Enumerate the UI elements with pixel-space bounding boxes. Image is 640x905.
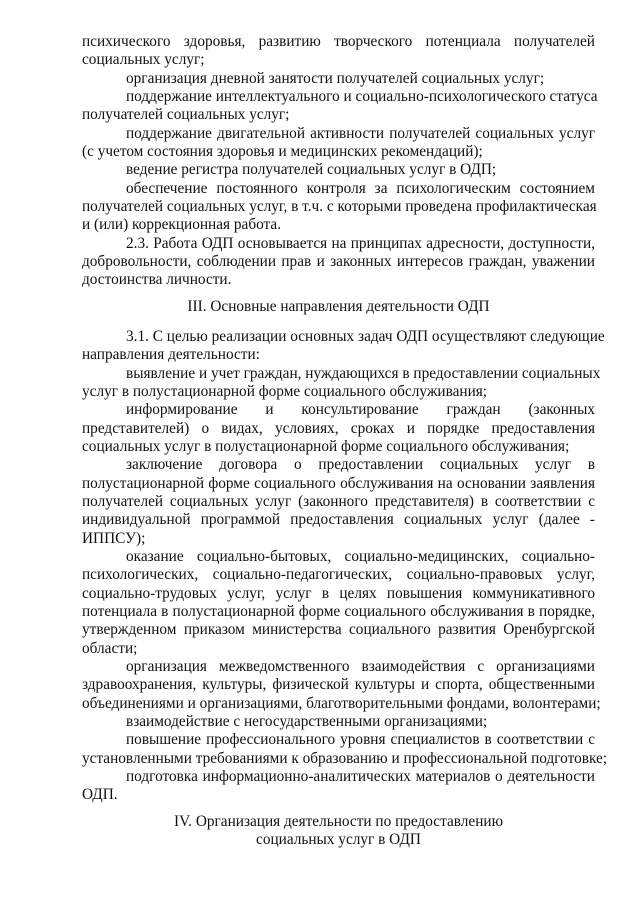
text-line: потенциала в полустационарной форме социального обслуживания в порядке, (82, 603, 595, 620)
text-line: направления деятельности: (82, 346, 260, 363)
text-line: социально-трудовых услуг, услуг в целях повышения коммуникативного (82, 585, 595, 602)
text-line: и (или) коррекционная работа. (82, 216, 282, 233)
text-line: установленными требованиями к образованию и профессиональной подготовке; (82, 750, 608, 767)
text-line: психологических, социально-педагогических, социально-правовых услуг, (82, 566, 595, 583)
text-line: социальных услуг в полустационарной форме социального обслуживания; (82, 438, 570, 455)
text-line: объединениями и организациями, благотворительными фондами, волонтерами; (82, 695, 601, 712)
section-heading-line: IV. Организация деятельности по предоставлению (174, 813, 503, 830)
text-line: 3.1. С целью реализации основных задач ОДП осуществляют следующие (126, 328, 605, 345)
text-line: социальных услуг; (82, 51, 205, 68)
text-line: здравоохранения, культуры, физической культуры и спорта, общественными (82, 676, 595, 693)
section-heading-line: III. Основные направления деятельности ОДП (187, 298, 490, 315)
text-line: (с учетом состояния здоровья и медицинских рекомендаций); (82, 143, 483, 160)
text-line: повышение профессионального уровня специалистов в соответствии с (126, 731, 595, 748)
text-line: выявление и учет граждан, нуждающихся в предоставлении социальных (126, 365, 601, 382)
text-line: оказание социально-бытовых, социально-медицинских, социально- (126, 548, 595, 565)
text-line: подготовка информационно-аналитических материалов о деятельности (126, 768, 595, 785)
text-line: организация межведомственного взаимодействия с организациями (126, 658, 595, 675)
text-line: получателей социальных услуг, в т.ч. с которыми проведена профилактическая (82, 198, 597, 215)
text-line: утвержденном приказом министерства социального развития Оренбургской (82, 621, 595, 638)
text-line: поддержание интеллектуального и социально-психологического статуса (126, 88, 598, 105)
text-line: представителей) о видах, условиях, сроках и порядке предоставления (82, 420, 595, 437)
text-line: области; (82, 640, 138, 657)
text-line: 2.3. Работа ОДП основывается на принципах адресности, доступности, (126, 235, 595, 252)
text-line: полустационарной форме социального обслуживания на основании заявления (82, 475, 595, 492)
text-line: индивидуальной программой предоставления социальных услуг (далее - (82, 511, 595, 528)
text-line: достоинства личности. (82, 271, 232, 288)
text-line: добровольности, соблюдении прав и законных интересов граждан, уважении (82, 253, 595, 270)
section-heading-line: социальных услуг в ОДП (256, 831, 421, 848)
text-line: ИППСУ); (82, 530, 146, 547)
text-line: услуг в полустационарной форме социального обслуживания; (82, 383, 488, 400)
text-line: заключение договора о предоставлении социальных услуг в (126, 456, 595, 473)
text-line: психического здоровья, развитию творческого потенциала получателей (82, 33, 595, 50)
text-line: поддержание двигательной активности получателей социальных услуг (126, 125, 595, 142)
text-line: информирование и консультирование граждан (законных (126, 401, 595, 418)
text-line: организация дневной занятости получателей социальных услуг; (126, 70, 545, 87)
text-line: ведение регистра получателей социальных услуг в ОДП; (126, 161, 497, 178)
text-line: получателей социальных услуг (законного представителя) в соответствии с (82, 493, 595, 510)
text-line: обеспечение постоянного контроля за психологическим состоянием (126, 180, 595, 197)
text-line: ОДП. (82, 786, 118, 803)
text-line: получателей социальных услуг; (82, 106, 290, 123)
text-line: взаимодействие с негосударственными организациями; (126, 713, 488, 730)
